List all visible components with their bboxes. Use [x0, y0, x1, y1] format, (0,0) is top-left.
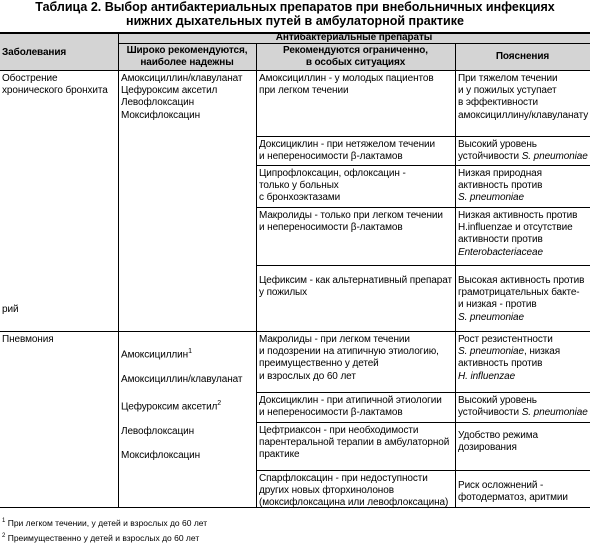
note-text: Высокий уровень устойчивости — [458, 395, 537, 419]
note-italic: S. pneumoniae — [458, 346, 524, 358]
rule — [256, 136, 590, 137]
note-italic: H. influenzae — [458, 370, 516, 382]
pneumonia-note-4: Риск осложнений - фотодерматоз, аритмии — [458, 480, 568, 504]
pneumonia-limited-2: Доксициклин - при атипичной этиологии и непереносимости β-лактамов — [259, 395, 442, 419]
header-limited: Рекомендуются ограниченно, в особых ситуациях — [283, 45, 428, 69]
footnote-mark: 1 — [188, 348, 192, 356]
drug-line — [121, 426, 255, 438]
bronchitis-recommended: Амоксициллин/клавуланат Цефуроксим аксетил Левофлоксацин Моксифлоксацин — [121, 73, 243, 121]
pneumonia-limited-1: Макролиды - при легком течении и подозрении на атипичную этиологию, преимущественно у детей и взрослых до 60 лет — [259, 334, 439, 382]
rule — [256, 43, 257, 508]
note-text: Низкая природная активность против — [458, 168, 543, 192]
antibiotics-table — [0, 32, 590, 508]
rule — [118, 32, 119, 508]
footnote-2 — [2, 531, 199, 544]
bronchitis-note-3 — [458, 168, 589, 205]
title-line-1: Таблица 2. Выбор антибактериальных препаратов при внебольничных инфекциях — [35, 0, 555, 14]
bronchitis-limited-2: Доксициклин - при нетяжелом течении и непереносимости β-лактамов — [259, 139, 435, 163]
disease-pneumonia: Пневмония — [2, 334, 54, 345]
note-text: Рост резистентности — [458, 334, 553, 345]
rule — [0, 331, 590, 332]
rule — [256, 470, 590, 471]
footnote-mark: 2 — [217, 400, 222, 408]
pneumonia-recommended — [121, 334, 255, 475]
note-text: Высокий уровень устойчивости — [458, 139, 537, 163]
note-italic: S. pneumoniae — [458, 192, 524, 204]
pneumonia-note-2 — [458, 395, 589, 419]
header-disease: Заболевания — [2, 47, 67, 58]
footnote-mark: 2 — [2, 533, 6, 539]
note-italic: S. pneumoniae — [458, 311, 524, 323]
header-drugs: Антибактериальные препараты — [275, 32, 433, 43]
drug-line — [121, 398, 255, 414]
drug-name: Левофлоксацин — [121, 426, 194, 438]
bronchitis-note-2 — [458, 139, 589, 163]
note-text: , низкая активность против — [458, 346, 561, 370]
rule — [455, 43, 456, 508]
drug-line — [121, 346, 255, 362]
drug-name: Моксифлоксацин — [121, 450, 201, 462]
disease-bronchitis-tail: рий — [2, 304, 19, 315]
bronchitis-note-4 — [458, 210, 589, 259]
footnote-text: Преимущественно у детей и взрослых до 60 лет — [5, 532, 200, 543]
header-recommended: Широко рекомендуются, наиболее надежны — [126, 45, 248, 69]
drug-line — [121, 374, 255, 386]
bronchitis-limited-5: Цефиксим - как альтернативный препарат у пожилых — [259, 275, 452, 299]
rule — [256, 207, 590, 208]
rule — [256, 422, 590, 423]
drug-line — [121, 450, 255, 462]
rule — [0, 70, 590, 71]
note-text: Высокая активность против грамотрицательных бакте- и низкая - против — [458, 275, 585, 311]
footnote-mark: 1 — [2, 518, 6, 524]
note-italic: Enterobacteriaceae — [458, 246, 543, 258]
pneumonia-limited-3: Цефтриаксон - при необходимости парентеральной терапии в амбулаторной практике — [259, 425, 450, 461]
table-title — [0, 0, 590, 28]
footnote-1 — [2, 516, 207, 529]
pneumonia-note-3: Удобство режима дозирования — [458, 430, 538, 454]
note-text: Низкая активность против H.influenzae и отсутствие активности против — [458, 210, 578, 246]
note-italic: S. pneumoniae — [521, 151, 588, 163]
footnote-text: При легком течении, у детей и взрослых до 60 лет — [5, 517, 208, 528]
drug-name: Амоксициллин — [121, 349, 189, 361]
header-notes: Пояснения — [495, 51, 550, 62]
pneumonia-limited-4: Спарфлоксацин - при недоступности других новых фторхинолонов (моксифлоксацина или левофлоксацина) — [259, 473, 449, 509]
drug-name: Амоксициллин/клавуланат — [121, 373, 243, 385]
rule — [256, 392, 590, 393]
pneumonia-note-1 — [458, 334, 589, 383]
bronchitis-note-5 — [458, 275, 589, 324]
note-italic: S. pneumoniae — [521, 407, 588, 419]
bronchitis-limited-3: Ципрофлоксацин, офлоксацин - только у больных с бронхоэктазами — [259, 168, 406, 204]
bronchitis-note-1: При тяжелом течении и у пожилых уступает в эффективности амоксициллину/клавуланату — [458, 73, 589, 121]
drug-name: Цефуроксим аксетил — [121, 401, 218, 413]
bronchitis-limited-1: Амоксициллин - у молодых пациентов при легком течении — [259, 73, 434, 97]
disease-bronchitis: Обострение хронического бронхита — [2, 73, 108, 97]
bronchitis-limited-4: Макролиды - только при легком течении и непереносимости β-лактамов — [259, 210, 443, 234]
title-line-2: нижних дыхательных путей в амбулаторной практике — [126, 14, 464, 28]
rule — [256, 265, 590, 266]
rule — [256, 165, 590, 166]
